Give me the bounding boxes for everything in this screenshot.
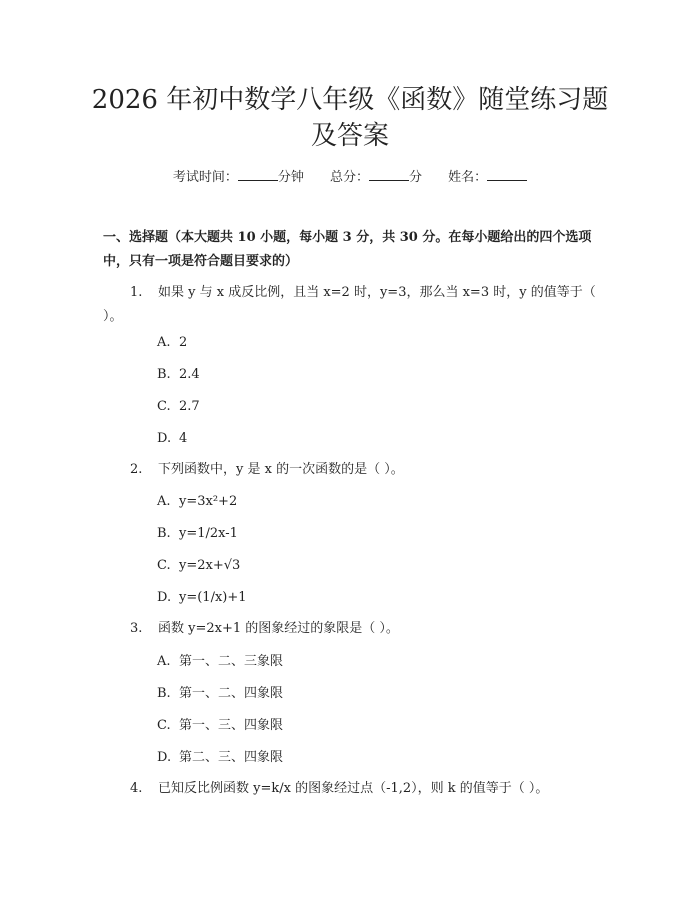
question-4 <box>103 777 600 801</box>
option-text: 4 <box>179 431 188 446</box>
option-letter: A. <box>157 654 171 669</box>
exam-info-row <box>0 168 700 187</box>
question-1 <box>103 281 600 329</box>
option-letter: B. <box>157 526 171 541</box>
option-text: 第二、三、四象限 <box>179 750 284 765</box>
option-letter: B. <box>157 686 171 701</box>
question-number: 1. <box>130 285 143 300</box>
question-text: 如果 y 与 x 成反比例，且当 x=2 时，y=3，那么当 x=3 时，y 的值等于（ ）。 <box>103 285 596 324</box>
question-text: 已知反比例函数 y=k/x 的图象经过点（-1,2），则 k 的值等于（ ）。 <box>158 781 549 796</box>
option-1d <box>157 430 187 448</box>
option-3a <box>157 653 283 671</box>
exam-time-unit: 分钟 <box>277 170 304 185</box>
question-text: 函数 y=2x+1 的图象经过的象限是（ ）。 <box>158 621 399 636</box>
option-text: 第一、三、四象限 <box>179 718 284 733</box>
option-text: y=3x²+2 <box>179 494 238 509</box>
question-2 <box>103 458 600 482</box>
option-3c <box>157 717 283 735</box>
option-letter: D. <box>157 431 172 446</box>
document-title-line-2: 及答案 <box>310 121 389 151</box>
exam-time-field <box>173 168 304 187</box>
option-3b <box>157 685 283 703</box>
exam-time-label: 考试时间： <box>172 170 238 185</box>
option-letter: C. <box>157 718 171 733</box>
option-text: 第一、二、四象限 <box>179 686 284 701</box>
student-name-label: 姓名： <box>448 170 488 185</box>
question-number: 2. <box>130 462 143 477</box>
question-text: 下列函数中，y 是 x 的一次函数的是（ ）。 <box>158 462 404 477</box>
option-1a <box>157 334 187 352</box>
document-title-line-1: 2026 年初中数学八年级《函数》随堂练习题 <box>91 85 609 115</box>
option-1c <box>157 398 200 416</box>
option-3d <box>157 749 283 767</box>
exam-time-blank <box>238 168 278 181</box>
option-text: y=1/2x-1 <box>179 526 238 541</box>
option-2d <box>157 589 247 607</box>
option-2b <box>157 525 238 543</box>
option-text: y=2x+√3 <box>179 558 241 573</box>
total-score-blank <box>369 168 409 181</box>
question-number: 3. <box>130 621 143 636</box>
student-name-blank <box>487 168 527 181</box>
option-letter: B. <box>157 367 171 382</box>
option-text: 2 <box>179 335 188 350</box>
option-letter: C. <box>157 399 171 414</box>
question-3 <box>103 617 600 641</box>
option-letter: D. <box>157 590 172 605</box>
option-text: 第一、二、三象限 <box>179 654 284 669</box>
total-score-unit: 分 <box>409 170 423 185</box>
option-1b <box>157 366 200 384</box>
section-title: 一、选择题（本大题共 10 小题，每小题 3 分，共 30 分。在每小题给出的四个选项中，只有一项是符合题目要求的） <box>103 230 592 269</box>
option-letter: A. <box>157 494 171 509</box>
option-text: 2.7 <box>179 399 200 414</box>
option-2a <box>157 493 237 511</box>
total-score-label: 总分： <box>329 170 369 185</box>
option-letter: C. <box>157 558 171 573</box>
total-score-field <box>330 168 422 187</box>
option-2c <box>157 557 240 575</box>
option-text: y=(1/x)+1 <box>179 590 247 605</box>
option-letter: D. <box>157 750 172 765</box>
question-number: 4. <box>130 781 143 796</box>
option-text: 2.4 <box>179 367 200 382</box>
option-letter: A. <box>157 335 171 350</box>
student-name-field <box>448 168 527 187</box>
